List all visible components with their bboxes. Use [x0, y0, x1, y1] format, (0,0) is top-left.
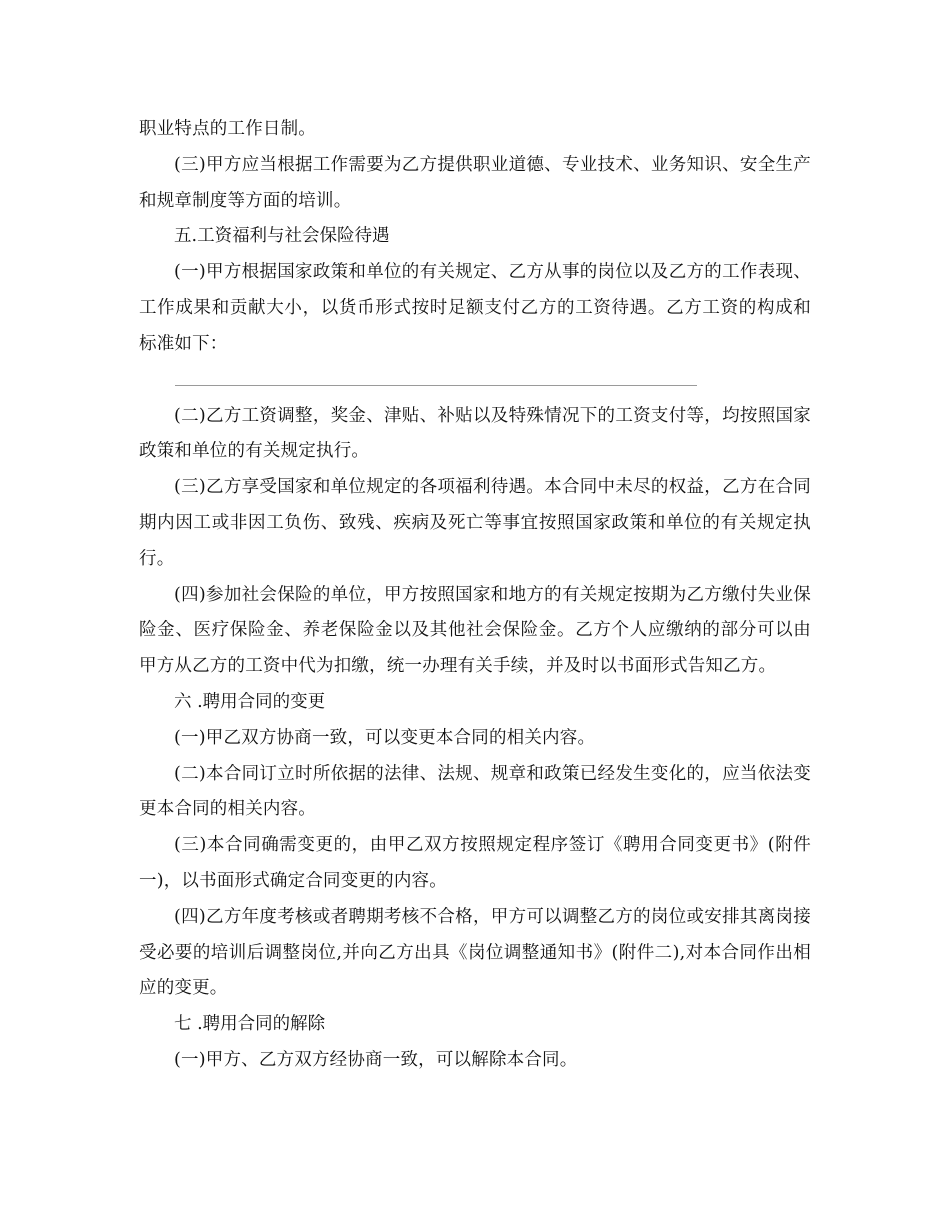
- section-heading-6: 六 .聘用合同的变更: [174, 691, 326, 712]
- clause-4-3: (三)甲方应当根据工作需要为乙方提供职业道德、专业技术、业务知识、安全生产和规章制度等方面的培训。: [139, 154, 811, 211]
- clause-7-1: (一)甲方、乙方双方经协商一致，可以解除本合同。: [174, 1049, 578, 1070]
- fill-in-underline: [175, 385, 697, 386]
- clause-6-3: (三)本合同确需变更的，由甲乙双方按照规定程序签订《聘用合同变更书》(附件一)，以书面形式确定合同变更的内容。: [139, 835, 811, 891]
- section-heading-7: 七 .聘用合同的解除: [174, 1014, 326, 1035]
- clause-6-2: (二)本合同订立时所依据的法律、法规、规章和政策已经发生变化的，应当依法变更本合同的相关内容。: [139, 763, 811, 820]
- paragraph-continuation: 职业特点的工作日制。: [139, 119, 316, 139]
- salary-blank-line: [139, 363, 811, 399]
- clause-6-4: (四)乙方年度考核或者聘期考核不合格，甲方可以调整乙方的岗位或安排其离岗接受必要的培训后调整岗位,并向乙方出具《岗位调整通知书》(附件二),对本合同作出相应的变更。: [139, 906, 811, 999]
- document-body: [139, 112, 811, 1079]
- clause-6-1: (一)甲乙双方协商一致，可以变更本合同的相关内容。: [174, 727, 596, 748]
- clause-5-1: (一)甲方根据国家政策和单位的有关规定、乙方从事的岗位以及乙方的工作表现、工作成果和贡献大小，以货币形式按时足额支付乙方的工资待遇。乙方工资的构成和标准如下：: [139, 262, 811, 354]
- clause-5-3: (三)乙方享受国家和单位规定的各项福利待遇。本合同中未尽的权益，乙方在合同期内因工或非因工负伤、致残、疾病及死亡等事宜按照国家政策和单位的有关规定执行。: [139, 477, 811, 569]
- section-heading-5: 五.工资福利与社会保险待遇: [174, 226, 390, 247]
- clause-5-4: (四)参加社会保险的单位，甲方按照国家和地方的有关规定按期为乙方缴付失业保险金、医疗保险金、养老保险金以及其他社会保险金。乙方个人应缴纳的部分可以由甲方从乙方的工资中代为扣缴，统一办理有关手续，并及时以书面形式告知乙方。: [139, 584, 811, 677]
- clause-5-2: (二)乙方工资调整，奖金、津贴、补贴以及特殊情况下的工资支付等，均按照国家政策和单位的有关规定执行。: [139, 405, 811, 462]
